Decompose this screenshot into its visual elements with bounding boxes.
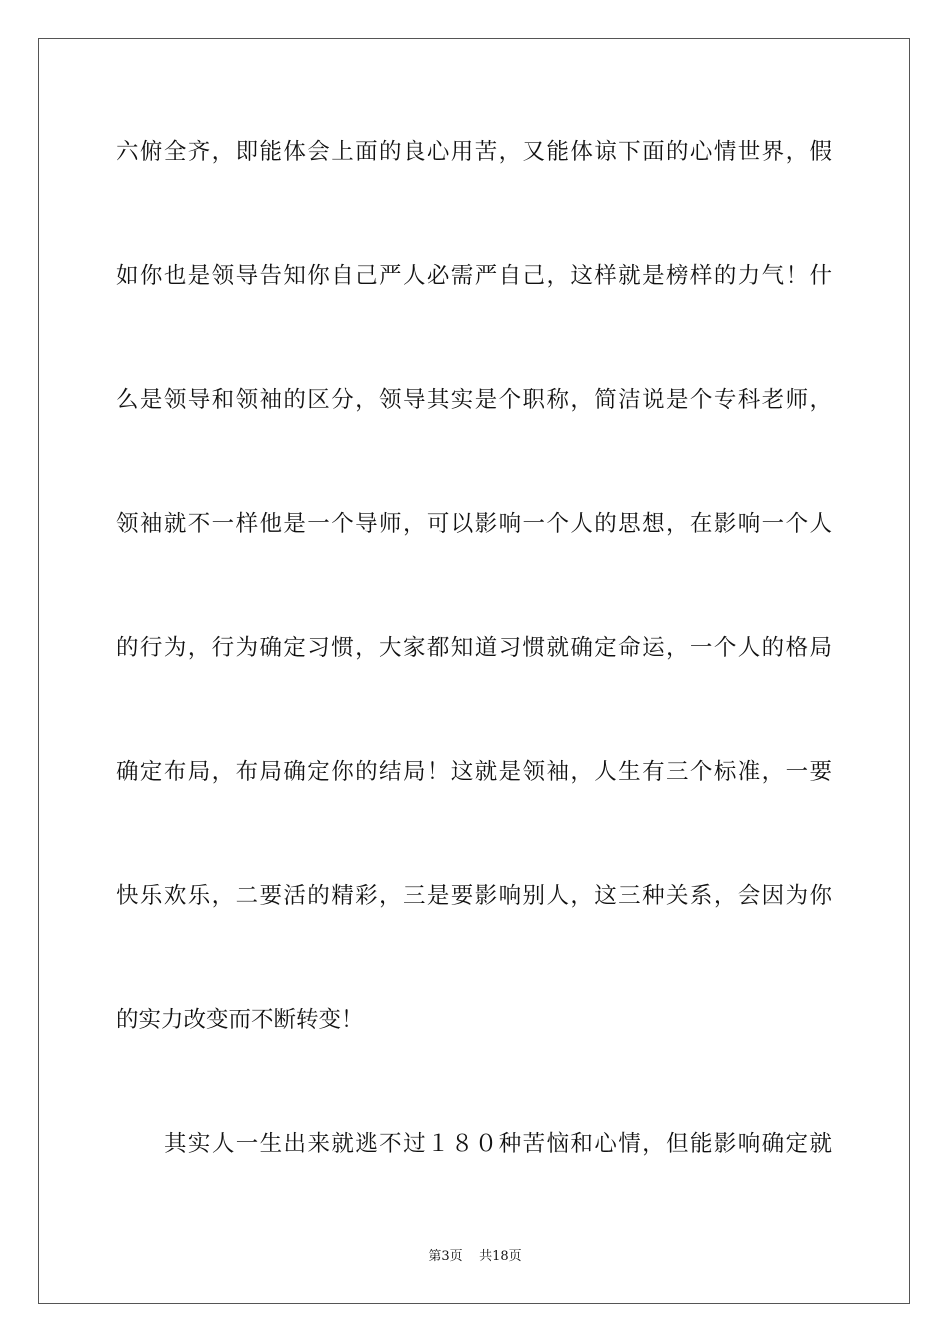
page-number: 第3页 xyxy=(428,1249,463,1264)
page-footer xyxy=(0,1249,950,1265)
body-line-3: 么是领导和领袖的区分，领导其实是个职称，简洁说是个专科老师， xyxy=(116,387,832,413)
body-line-1: 六俯全齐，即能体会上面的良心用苦，又能体谅下面的心情世界，假 xyxy=(116,139,832,165)
body-line-2: 如你也是领导告知你自己严人必需严自己，这样就是榜样的力气！什 xyxy=(116,263,832,289)
body-line-7: 快乐欢乐，二要活的精彩，三是要影响别人，这三种关系，会因为你 xyxy=(116,883,832,909)
body-line-8: 的实力改变而不断转变！ xyxy=(116,1007,364,1033)
paragraph-2-first-line: 其实人一生出来就逃不过１８０种苦恼和心情，但能影响确定就 xyxy=(164,1131,832,1157)
page-border xyxy=(38,38,910,1304)
body-line-4: 领袖就不一样他是一个导师，可以影响一个人的思想，在影响一个人 xyxy=(116,511,832,537)
body-line-5: 的行为，行为确定习惯，大家都知道习惯就确定命运，一个人的格局 xyxy=(116,635,832,661)
page-total: 共18页 xyxy=(479,1249,522,1264)
body-line-6: 确定布局，布局确定你的结局！这就是领袖，人生有三个标准，一要 xyxy=(116,759,832,785)
